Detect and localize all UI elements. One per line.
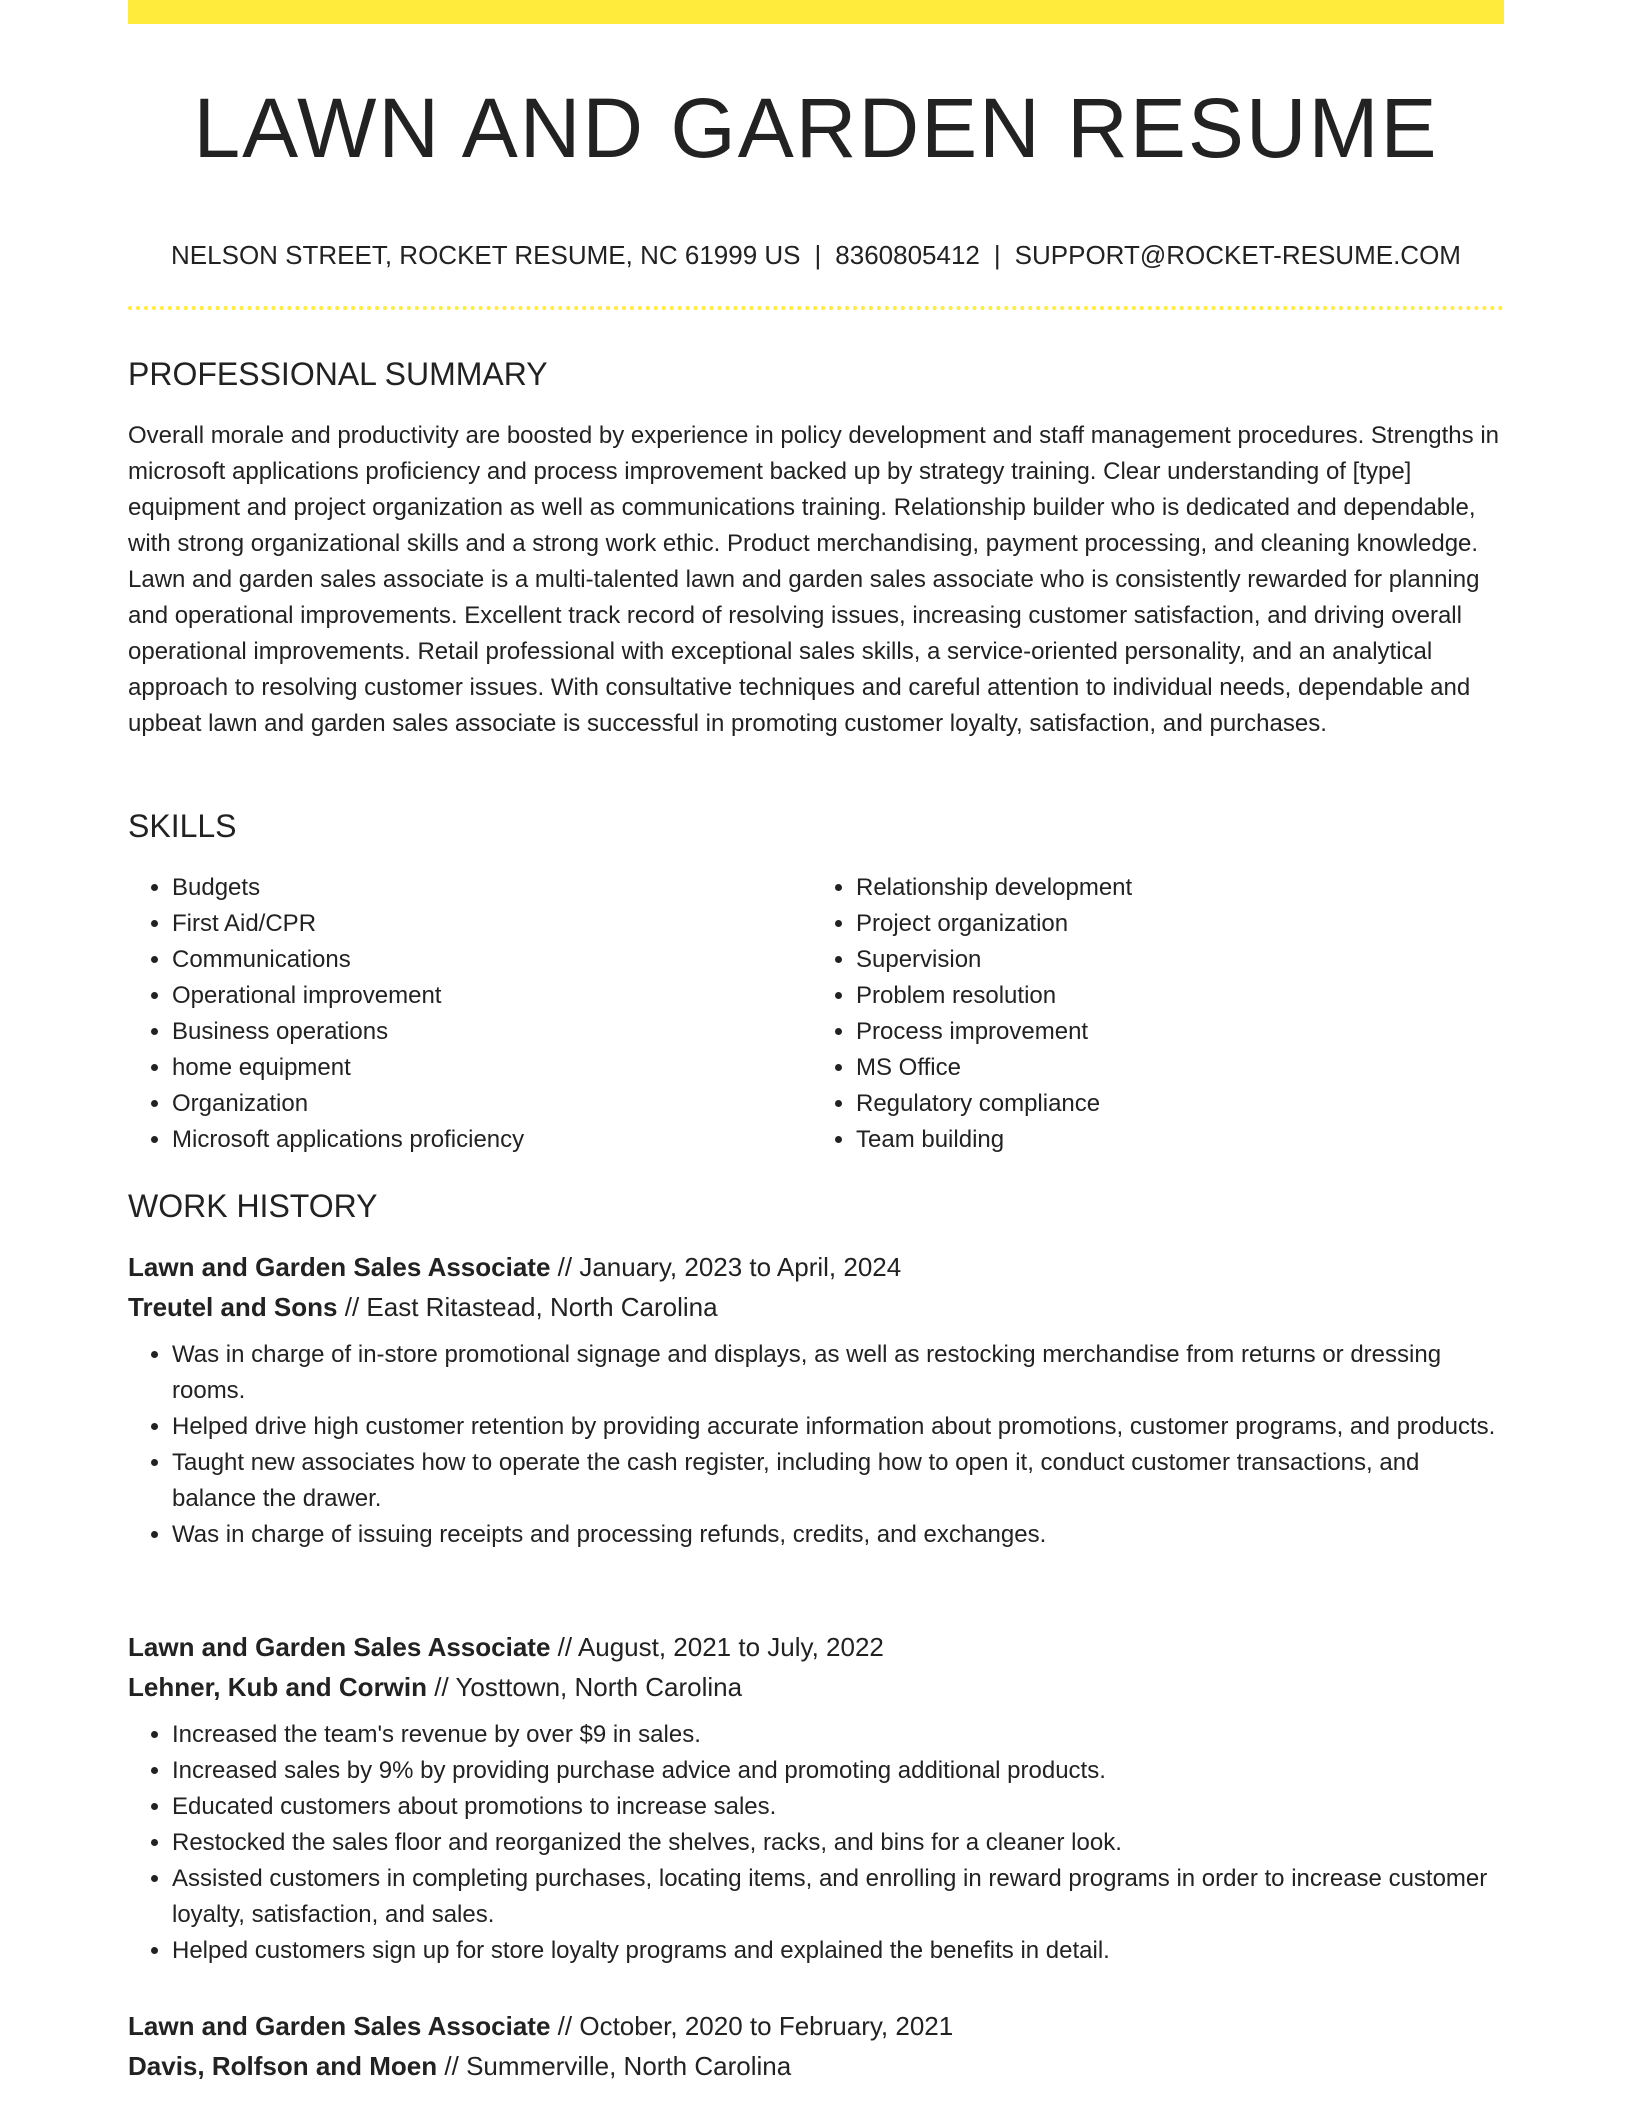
dotted-divider [128,306,1504,310]
job-location: Summerville, North Carolina [466,2051,792,2081]
skill-item: • Supervision [856,942,1490,978]
job-divider: // [434,1672,449,1702]
job-entry [128,1627,1504,1969]
job-title-line [128,1247,1504,1287]
skill-item: • home equipment [172,1050,806,1086]
resume-title: LAWN AND GARDEN RESUME [193,81,1439,175]
skill-item: • Operational improvement [172,978,806,1014]
job-bullet: • Taught new associates how to operate the cash register, including how to open it, conduct customer transactions, and balance the drawer. [172,1445,1504,1517]
job-entry [128,1247,1504,1553]
contact-email: SUPPORT@ROCKET-RESUME.COM [1014,240,1461,270]
contact-line [128,238,1504,272]
skill-item: • Organization [172,1086,806,1122]
job-dates: October, 2020 to February, 2021 [579,2011,954,2041]
contact-separator: | [814,240,822,270]
job-bullet: • Restocked the sales floor and reorganized the shelves, racks, and bins for a cleaner look. [172,1825,1504,1861]
job-company-line [128,1287,1504,1327]
job-bullet: • Helped drive high customer retention by providing accurate information about promotions, customer programs, and products. [172,1409,1504,1445]
job-company: Davis, Rolfson and Moen [128,2051,438,2081]
contact-address: NELSON STREET, ROCKET RESUME, NC 61999 US [171,240,801,270]
job-dates: August, 2021 to July, 2022 [577,1632,884,1662]
skill-item: • Problem resolution [856,978,1490,1014]
skill-item: • Project organization [856,906,1490,942]
skill-item: • First Aid/CPR [172,906,806,942]
job-divider: // [444,2051,459,2081]
job-divider: // [557,1252,573,1282]
skills-left-column [128,870,806,1158]
job-divider: // [557,1632,573,1662]
job-bullet: • Was in charge of in-store promotional signage and displays, as well as restocking merchandise from returns or dressing rooms. [172,1337,1504,1409]
skill-item: • Budgets [172,870,806,906]
skill-item: • Relationship development [856,870,1490,906]
job-company: Treutel and Sons [128,1292,338,1322]
job-location: East Ritastead, North Carolina [366,1292,718,1322]
job-title: Lawn and Garden Sales Associate [128,1632,551,1662]
job-title-line [128,2006,1504,2046]
skill-item: • Microsoft applications proficiency [172,1122,806,1158]
job-bullet: • Was in charge of issuing receipts and processing refunds, credits, and exchanges. [172,1517,1504,1553]
skill-item: • Communications [172,942,806,978]
skill-item: • Team building [856,1122,1490,1158]
job-location: Yosttown, North Carolina [455,1672,743,1702]
job-entry [128,2006,1504,2086]
job-dates: January, 2023 to April, 2024 [579,1252,902,1282]
contact-phone: 8360805412 [835,240,980,270]
job-company-line [128,1667,1504,1707]
job-bullet: • Helped customers sign up for store loyalty programs and explained the benefits in detail. [172,1933,1504,1969]
job-title: Lawn and Garden Sales Associate [128,2011,551,2041]
job-divider: // [557,2011,573,2041]
summary-heading: PROFESSIONAL SUMMARY [128,356,548,392]
skills-list [128,870,1504,1158]
skill-item: • Regulatory compliance [856,1086,1490,1122]
job-company: Lehner, Kub and Corwin [128,1672,428,1702]
skills-right-column [806,870,1490,1158]
job-title: Lawn and Garden Sales Associate [128,1252,551,1282]
job-bullet: • Increased the team's revenue by over $9 in sales. [172,1717,1504,1753]
job-bullet: • Increased sales by 9% by providing purchase advice and promoting additional products. [172,1753,1504,1789]
contact-separator: | [993,240,1001,270]
job-bullet: • Assisted customers in completing purchases, locating items, and enrolling in reward programs in order to increase customer loyalty, satisfaction, and sales. [172,1861,1504,1933]
skill-item: • Process improvement [856,1014,1490,1050]
work-history-heading: WORK HISTORY [128,1188,378,1224]
summary-text: Overall morale and productivity are boosted by experience in policy development and staff management procedures. Strengths in microsoft applications proficiency and process improvement backed up by strategy training. Clear understanding of [type] equipment and project organization as well as communications training. Relationship builder who is dedicated and dependable, with strong organizational skills and a strong work ethic. Product merchandising, payment processing, and cleaning knowledge. Lawn and garden sales associate is a multi-talented lawn and garden sales associate who is consistently rewarded for planning and operational improvements. Excellent track record of resolving issues, increasing customer satisfaction, and driving overall operational improvements. Retail professional with exceptional sales skills, a service-oriented personality, and an analytical approach to resolving customer issues. With consultative techniques and careful attention to individual needs, dependable and upbeat lawn and garden sales associate is successful in promoting customer loyalty, satisfaction, and purchases. [128,422,1499,737]
skill-item: • Business operations [172,1014,806,1050]
job-bullets [128,1717,1504,1969]
job-bullets [128,1337,1504,1553]
job-company-line [128,2046,1504,2086]
skill-item: • MS Office [856,1050,1490,1086]
job-title-line [128,1627,1504,1667]
accent-top-bar [128,0,1504,24]
job-divider: // [344,1292,360,1322]
job-bullet: • Educated customers about promotions to increase sales. [172,1789,1504,1825]
skills-heading: SKILLS [128,808,237,844]
